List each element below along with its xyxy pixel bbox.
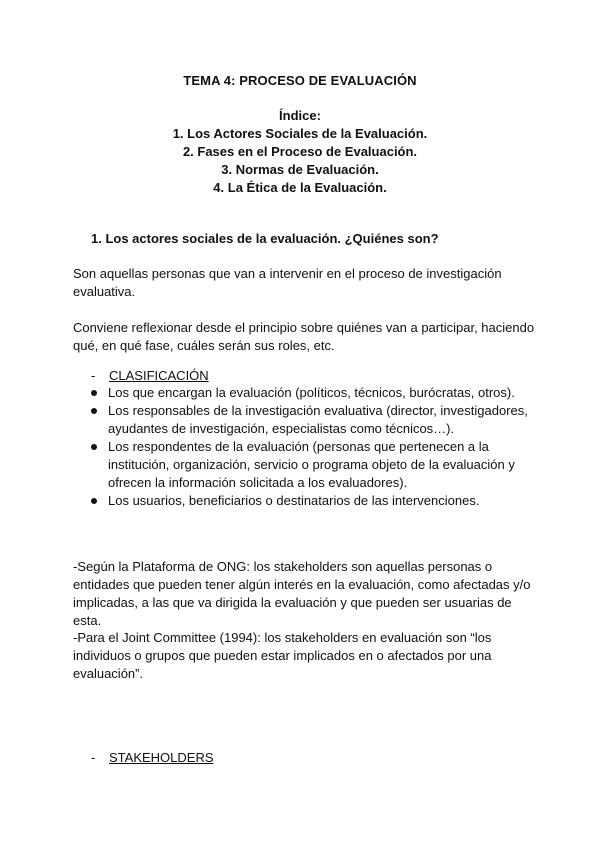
section-heading: 1. Los actores sociales de la evaluación. ¿Quiénes son?	[91, 231, 439, 246]
dash-marker: -	[91, 750, 96, 765]
list-item-text: Los que encargan la evaluación (políticos, técnicos, burócratas, otros).	[108, 385, 515, 400]
list-item	[91, 402, 531, 438]
paragraph-ong: -Según la Plataforma de ONG: los stakeholders son aquellas personas o entidades que pueden tener algún interés en la evaluación, como afectadas y/o implicadas, a las que va dirigida la evaluación y que pueden ser usuarias de esta.	[73, 559, 531, 628]
list-item	[91, 438, 531, 492]
list-item-text: Los responsables de la investigación evaluativa (director, investigadores, ayudantes de investigación, especialistas como técnicos…).	[108, 403, 528, 436]
clasificacion-label: CLASIFICACIÓN	[109, 368, 209, 383]
bullet-icon	[91, 498, 97, 504]
bullet-icon	[91, 408, 97, 414]
list-item-text: Los respondentes de la evaluación (personas que pertenecen a la institución, organización, servicio o programa objeto de la evaluación y ofrecen la información solicitada a los evaluadores).	[108, 439, 515, 490]
list-item-text: Los usuarios, beneficiarios o destinatarios de las intervenciones.	[108, 493, 480, 508]
stakeholders-label: STAKEHOLDERS	[109, 750, 214, 765]
index-item: 2. Fases en el Proceso de Evaluación.	[182, 144, 418, 159]
paragraph-definition: Son aquellas personas que van a intervenir en el proceso de investigación evaluativa.	[73, 266, 502, 299]
list-item	[91, 384, 531, 402]
paragraph-joint-committee: -Para el Joint Committee (1994): los stakeholders en evaluación son “los individuos o grupos que pueden estar implicados en o afectados por una evaluación”.	[73, 630, 492, 681]
index-item: 4. La Ética de la Evaluación.	[213, 180, 387, 195]
index-heading: Índice:	[279, 108, 321, 123]
list-item	[91, 492, 531, 510]
index-list	[0, 125, 600, 197]
index-item: 3. Normas de Evaluación.	[221, 162, 379, 177]
bullet-icon	[91, 444, 97, 450]
bullet-list	[91, 384, 531, 510]
bullet-icon	[91, 390, 97, 396]
dash-marker: -	[91, 368, 96, 383]
page-title: TEMA 4: PROCESO DE EVALUACIÓN	[183, 73, 417, 88]
index-item: 1. Los Actores Sociales de la Evaluación.	[172, 126, 428, 141]
paragraph-reflection: Conviene reflexionar desde el principio sobre quiénes van a participar, haciendo qué, en qué fase, cuáles serán sus roles, etc.	[73, 320, 535, 353]
